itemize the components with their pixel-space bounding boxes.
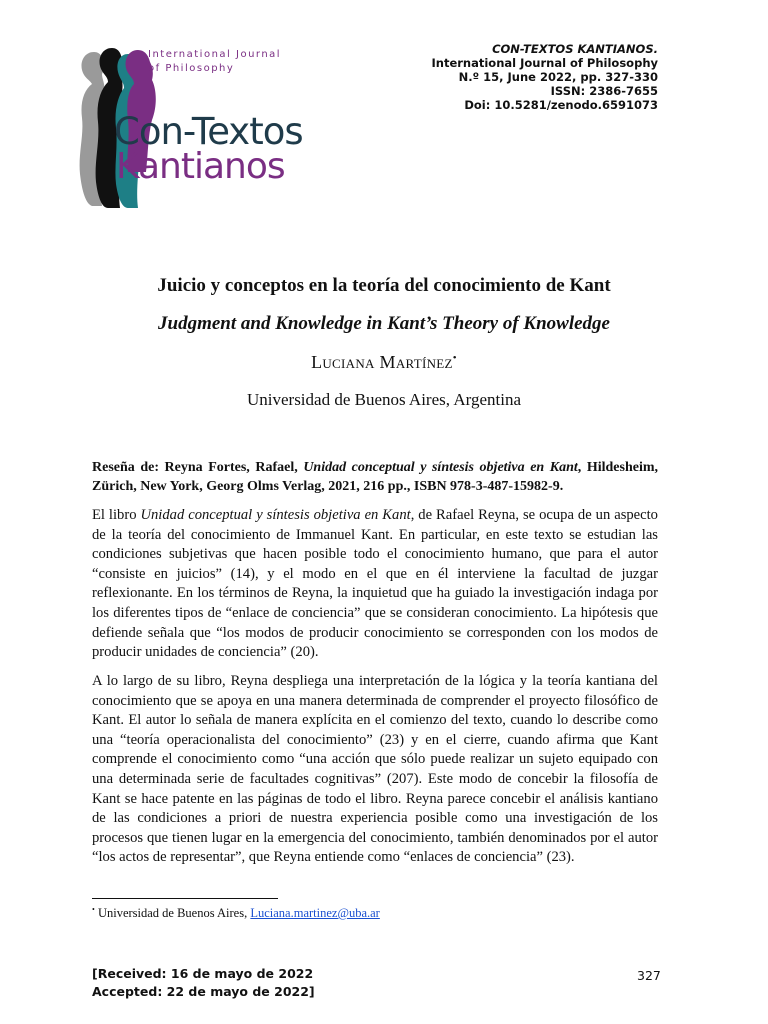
p1-book-title: Unidad conceptual y síntesis objetiva en Kant — [140, 507, 411, 523]
article-title-english: Judgment and Knowledge in Kant’s Theory of Knowledge — [158, 313, 610, 334]
footnote-text: Universidad de Buenos Aires, — [94, 906, 251, 921]
author-email-link[interactable]: Luciana.martinez@uba.ar — [250, 906, 380, 921]
review-book-title: Unidad conceptual y síntesis objetiva en Kant — [303, 460, 578, 475]
review-prefix: Reseña de: Reyna Fortes, Rafael, — [92, 460, 304, 475]
author-affiliation: Universidad de Buenos Aires, Argentina — [246, 390, 521, 409]
logo-tagline-1: International Journal — [148, 49, 282, 60]
journal-doi: Doi: 10.5281/zenodo.6591073 — [464, 98, 658, 112]
footnote — [92, 905, 380, 921]
journal-subtitle: International Journal of Philosophy — [431, 56, 658, 70]
submission-dates — [92, 965, 315, 1001]
received-date: [Received: 16 de mayo de 2022 — [92, 966, 314, 981]
journal-issn: ISSN: 2386-7655 — [550, 84, 658, 98]
article-title-spanish: Juicio y conceptos en la teoría del conocimiento de Kant — [157, 275, 611, 296]
journal-issue: N.º 15, June 2022, pp. 327-330 — [458, 70, 658, 84]
author-footnote-mark: • — [452, 352, 457, 364]
footnote-divider — [92, 898, 278, 899]
author-name — [0, 352, 768, 373]
review-suffix: , Hildesheim, Zürich, New York, Georg Olms Verlag, 2021, 216 pp., ISBN 978-3-487-15982-9. — [92, 460, 659, 494]
logo-wordmark-line2: Kantianos — [116, 146, 285, 187]
p1-start: El libro — [92, 507, 141, 523]
body-paragraph-2: A lo largo de su libro, Reyna despliega una interpretación de la lógica y la teoría kantiana del conocimiento que se apoya en una manera determinada de comprender el proyecto filosófico de Kant. El autor lo señala de manera explícita en el comienzo del texto, cuando lo describe como una “teoría operacionalista del conocimiento” (23) y en el cierre, cuando afirma que Kant comprende el conocimiento como “una acción que sólo puede realizar un sujeto equipado con una determinada serie de facultades cognitivas” (207). Este modo de concebir la filosofía de Kant se hace patente en las páginas de todo el libro. Reyna parece concebir el análisis kantiano de las condiciones a priori de nuestra experiencia posible como una investigación de los procesos que tienen lugar en la emergencia del conocimiento, también denominados por el autor “los actos de representar”, que Reyna entiende como “enlaces de conciencia” (23). — [92, 673, 658, 866]
journal-name: CON-TEXTOS KANTIANOS. — [492, 42, 658, 56]
footnote-mark: • — [92, 905, 95, 914]
page-number: 327 — [637, 968, 661, 983]
logo-tagline-2: of Philosophy — [148, 63, 235, 74]
p1-rest: , de Rafael Reyna, se ocupa de un aspecto de la teoría del conocimiento de Immanuel Kant. En particular, en este texto se estudian las condiciones subjetivas que hacen posible todo el conocimiento humano, que para el autor “consiste en juicios” (14), y el modo en el que en él interviene la facultad de juzgar reflexionante. En los términos de Reyna, la inquietud que ha guiado la investigación indaga por los diferentes tipos de “enlace de conciencia” que se consideran conocimiento. La hipótesis que defiende señala que “los modos de producir conocimiento se corresponden con los modos de producir unidades de conciencia” (20). — [92, 507, 658, 661]
review-reference — [92, 458, 658, 496]
accepted-date: Accepted: 22 de mayo de 2022] — [92, 984, 315, 999]
journal-info — [431, 42, 658, 112]
author-name-text: Luciana Martínez — [311, 352, 453, 372]
journal-logo — [72, 44, 308, 212]
logo-wordmark-line1: Con-Textos — [114, 110, 303, 153]
body-paragraph-1 — [92, 506, 658, 663]
